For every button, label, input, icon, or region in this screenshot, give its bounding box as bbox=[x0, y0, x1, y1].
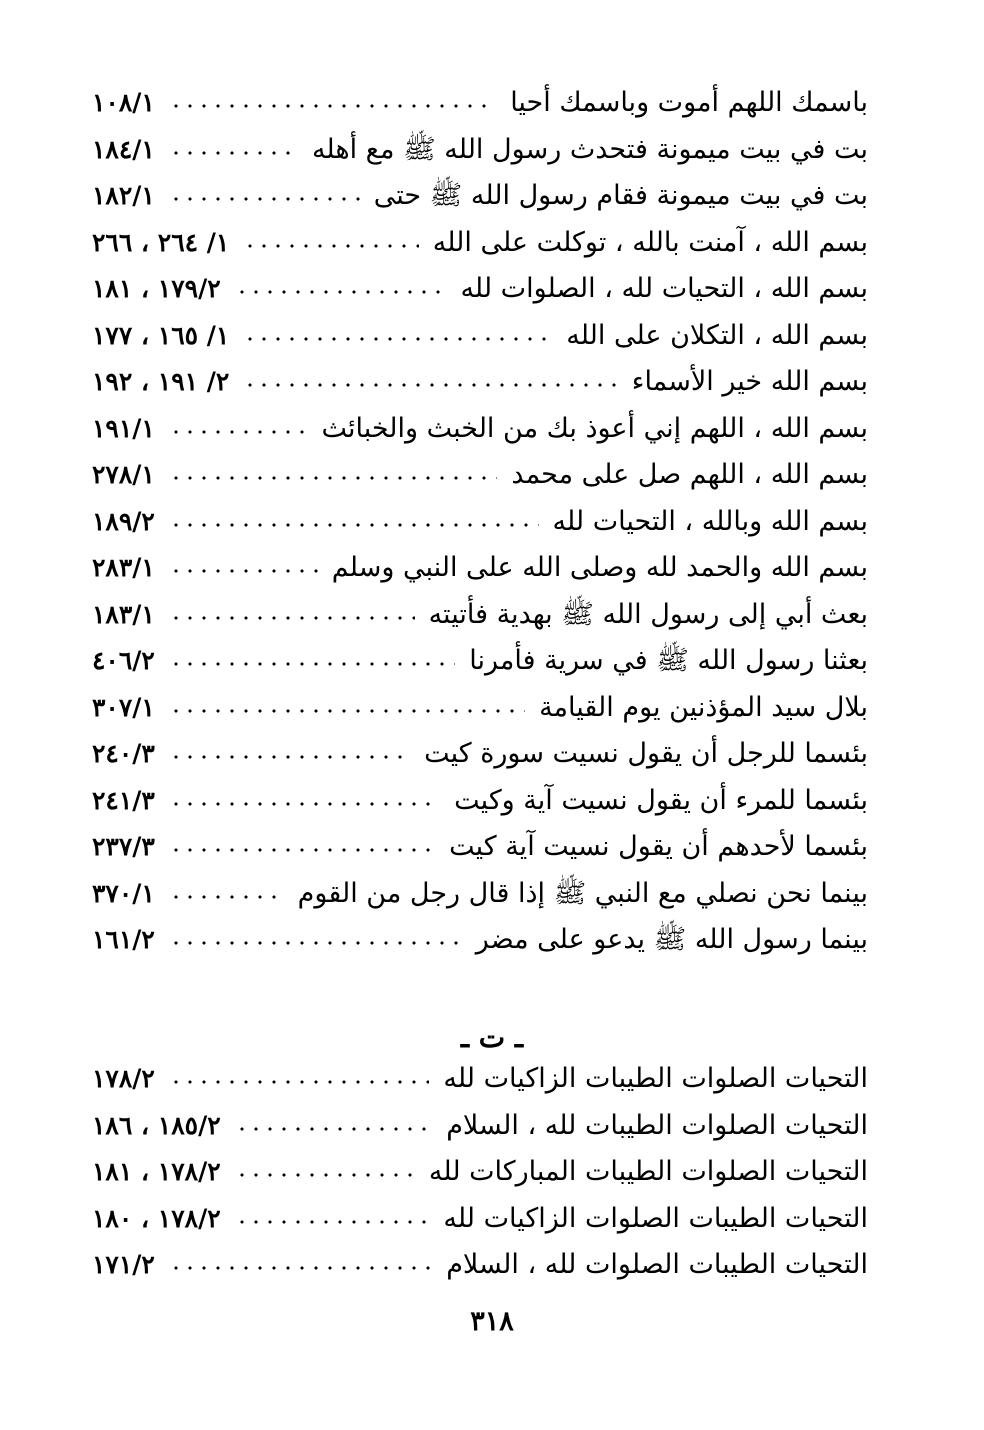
index-entry bbox=[92, 778, 868, 825]
entry-text: التحيات الطيبات الصلوات لله ، السلام bbox=[446, 1249, 868, 1281]
entry-text: التحيات الطيبات الصلوات الزاكيات لله bbox=[443, 1202, 868, 1234]
entry-text: بسم الله ، التكلان على الله bbox=[566, 319, 868, 351]
dot-leader bbox=[169, 429, 308, 435]
entry-text: بسم الله ، اللهم صل على محمد bbox=[511, 459, 868, 491]
index-entry bbox=[92, 871, 868, 918]
entry-reference: ١٧٨/٢ bbox=[92, 1064, 155, 1094]
entry-reference: ٢٤٠/٣ bbox=[92, 739, 155, 769]
index-entry bbox=[92, 452, 868, 499]
dot-leader bbox=[243, 243, 418, 249]
section-t-list bbox=[92, 1056, 868, 1289]
index-entry bbox=[92, 127, 868, 174]
index-entry bbox=[92, 1056, 868, 1103]
entry-reference: ١٨٩/٢ bbox=[92, 506, 155, 536]
section-header-ta: ـ ت ـ bbox=[460, 1021, 524, 1054]
dot-leader bbox=[243, 336, 552, 342]
dot-leader bbox=[169, 196, 360, 202]
entry-text: بسم الله وبالله ، التحيات لله bbox=[552, 505, 868, 537]
entry-text: بئسما للرجل أن يقول نسيت سورة كيت bbox=[424, 738, 868, 770]
entry-reference: ١٦١/٢ bbox=[92, 925, 155, 955]
dot-leader bbox=[169, 894, 284, 900]
dot-leader bbox=[235, 1126, 433, 1132]
section-b-list bbox=[92, 80, 868, 964]
entry-text: بت في بيت ميمونة فقام رسول الله ﷺ حتى bbox=[373, 180, 868, 212]
index-entry bbox=[92, 917, 868, 964]
dot-leader bbox=[235, 1219, 430, 1225]
index-entry bbox=[92, 638, 868, 685]
entry-text: بئسما لأحدهم أن يقول نسيت آية كيت bbox=[449, 831, 868, 863]
entry-text: التحيات الصلوات الطيبات الزاكيات لله bbox=[443, 1063, 868, 1095]
entry-text: بعث أبي إلى رسول الله ﷺ بهدية فأتيته bbox=[428, 598, 868, 630]
index-entry bbox=[92, 406, 868, 453]
entry-reference: ٢٧٨/١ bbox=[92, 460, 155, 490]
dot-leader bbox=[169, 940, 462, 946]
index-entry bbox=[92, 731, 868, 778]
dot-leader bbox=[169, 847, 435, 853]
entry-reference: ٣٠٧/١ bbox=[92, 692, 155, 722]
entry-reference: ٣٧٠/١ bbox=[92, 878, 155, 908]
dot-leader bbox=[243, 382, 617, 388]
entry-reference: ١٨٢/١ bbox=[92, 181, 155, 211]
entry-reference: ١٨٥/٢ ، ١٨٦ bbox=[92, 1110, 221, 1140]
index-entry bbox=[92, 313, 868, 360]
index-entry bbox=[92, 359, 868, 406]
entry-reference: ١٨٣/١ bbox=[92, 599, 155, 629]
entry-text: بعثنا رسول الله ﷺ في سرية فأمرنا bbox=[469, 645, 868, 677]
entry-text: التحيات الصلوات الطيبات المباركات لله bbox=[428, 1156, 868, 1188]
index-entry bbox=[92, 685, 868, 732]
entry-reference: ٢٤١/٣ bbox=[92, 785, 155, 815]
page-number: ٣١٨ bbox=[470, 1306, 514, 1337]
entry-reference: ٢/ ١٩١ ، ١٩٢ bbox=[92, 367, 230, 397]
index-entry bbox=[92, 545, 868, 592]
entry-text: باسمك اللهم أموت وباسمك أحيا bbox=[510, 87, 868, 119]
dot-leader bbox=[169, 754, 410, 760]
index-entry bbox=[92, 1196, 868, 1243]
index-entry bbox=[92, 592, 868, 639]
entry-reference: ١٩١/١ bbox=[92, 413, 155, 443]
entry-text: بسم الله خير الأسماء bbox=[631, 366, 868, 398]
index-entry bbox=[92, 80, 868, 127]
dot-leader bbox=[169, 661, 455, 667]
entry-reference: ١٧٩/٢ ، ١٨١ bbox=[92, 274, 221, 304]
index-entry bbox=[92, 220, 868, 267]
entry-reference: ١٧٨/٢ ، ١٨١ bbox=[92, 1157, 221, 1187]
index-entry bbox=[92, 1149, 868, 1196]
dot-leader bbox=[169, 1265, 432, 1271]
index-entry bbox=[92, 1242, 868, 1289]
dot-leader bbox=[169, 708, 525, 714]
entry-reference: ١/ ٢٦٤ ، ٢٦٦ bbox=[92, 227, 230, 257]
dot-leader bbox=[169, 522, 539, 528]
index-entry bbox=[92, 266, 868, 313]
index-entry bbox=[92, 173, 868, 220]
entry-text: بينما رسول الله ﷺ يدعو على مضر bbox=[475, 924, 868, 956]
entry-text: بسم الله والحمد لله وصلى الله على النبي وسلم bbox=[331, 552, 868, 584]
dot-leader bbox=[235, 1172, 415, 1178]
entry-text: بينما نحن نصلي مع النبي ﷺ إذا قال رجل من القوم bbox=[297, 877, 868, 909]
entry-reference: ٤٠٦/٢ bbox=[92, 646, 155, 676]
entry-reference: ٢٣٧/٣ bbox=[92, 832, 155, 862]
entry-text: بئسما للمرء أن يقول نسيت آية وكيت bbox=[454, 784, 868, 816]
dot-leader bbox=[169, 801, 440, 807]
index-entry bbox=[92, 499, 868, 546]
index-entry bbox=[92, 1103, 868, 1150]
entry-reference: ١/ ١٦٥ ، ١٧٧ bbox=[92, 320, 230, 350]
entry-text: بسم الله ، اللهم إني أعوذ بك من الخبث والخبائث bbox=[321, 412, 868, 444]
index-entry bbox=[92, 824, 868, 871]
entry-reference: ١٧١/٢ bbox=[92, 1250, 155, 1280]
dot-leader bbox=[169, 475, 498, 481]
dot-leader bbox=[235, 289, 447, 295]
dot-leader bbox=[169, 150, 298, 156]
dot-leader bbox=[169, 615, 415, 621]
dot-leader bbox=[169, 1079, 430, 1085]
entry-reference: ٢٨٣/١ bbox=[92, 553, 155, 583]
entry-text: بت في بيت ميمونة فتحدث رسول الله ﷺ مع أهله bbox=[311, 133, 868, 165]
entry-reference: ١٧٨/٢ ، ١٨٠ bbox=[92, 1203, 221, 1233]
entry-text: بسم الله ، آمنت بالله ، توكلت على الله bbox=[432, 226, 868, 258]
entry-reference: ١٠٨/١ bbox=[92, 88, 155, 118]
dot-leader bbox=[169, 568, 318, 574]
entry-text: بلال سيد المؤذنين يوم القيامة bbox=[539, 691, 868, 723]
entry-text: التحيات الصلوات الطيبات لله ، السلام bbox=[446, 1109, 868, 1141]
entry-text: بسم الله ، التحيات لله ، الصلوات لله bbox=[460, 273, 868, 305]
entry-reference: ١٨٤/١ bbox=[92, 134, 155, 164]
dot-leader bbox=[169, 103, 496, 109]
